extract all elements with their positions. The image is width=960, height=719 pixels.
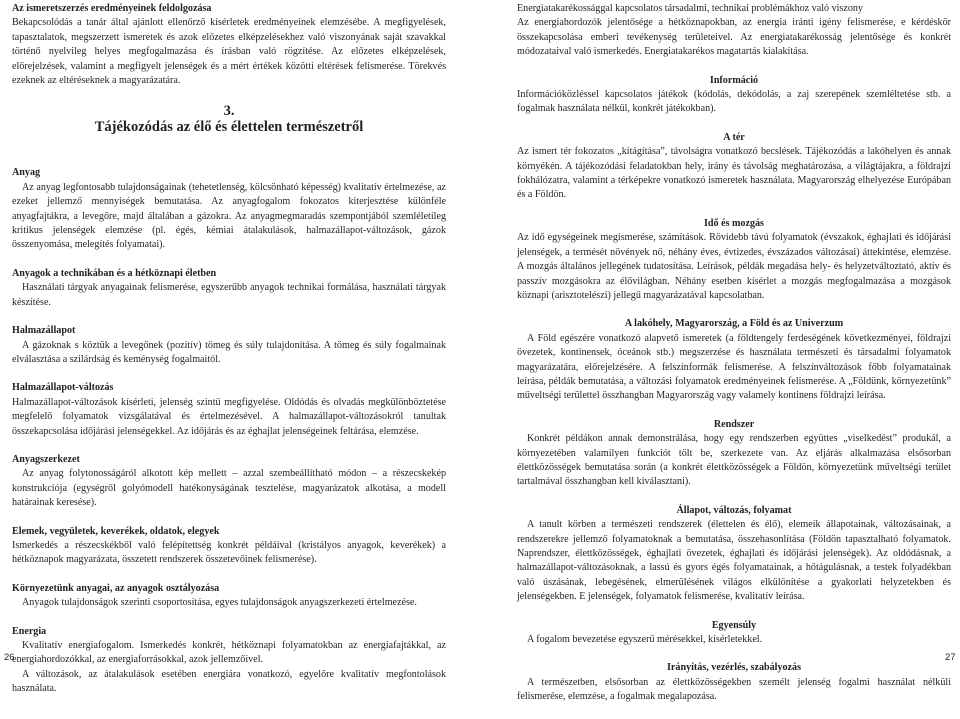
section-heading: Anyagszerkezet — [12, 453, 80, 465]
section-ido-mozgas — [517, 217, 951, 303]
section-heading: A tér — [723, 131, 745, 143]
section-heading: Irányítás, vezérlés, szabályozás — [667, 662, 801, 674]
section-heading: Idő és mozgás — [703, 217, 764, 229]
section-halmazallapot-valtozas — [12, 381, 446, 439]
section-text: Bekapcsolódás a tanár által ajánlott ellenőrző kísérletek eredményeinek elemzésébe. A megfigyelések, tapasztalatok, megszerzett ismeretek és azok előzetes elképzelésekhez való viszonyának saját szavakkal történő nyelvileg helyes megfogalmazása és írásban való rögzítése. Az előzetes elképzelések, előrejelzések, valamint a megfigyelt jelenségek és a mért értékek közötti eltérések felismerése. Törekvés ezeknek az eltéréseknek a magyarázatára. — [12, 17, 446, 87]
section-text: Anyagok tulajdonságok szerinti csoportosítása, egyes tulajdonságok anyagszerkezeti értelmezése. — [22, 597, 417, 609]
section-text: Az anyag legfontosabb tulajdonságainak (tehetetlenség, kölcsönható képesség) kvalitatív értelmezése, az ezeket jellemző mennyiségek bemutatása. Az anyagfogalom fokozatos kiterjesztése különféle anyagfajtákra, a levegőre, majd általában a gázokra. Az anyagmegmaradás szempontjából szemléletileg kritikus jelenségek elemzése (pl. égés, kémiai átalakulások, halmazállapot-változások, gázok összenyomása, melegítés folyamatai). — [12, 181, 446, 251]
section-ter — [517, 131, 951, 203]
page-number-left: 26 — [4, 652, 15, 663]
section-kornyezet-anyagai — [12, 582, 446, 611]
section-text: Ismerkedés a részecskékből való felépítettség konkrét példáival (kristályos anyagok, keverékek) a hétköznapok magyarázata, összetett rendszerek összetevőinek felismerése). — [12, 539, 446, 566]
section-heading: Anyagok a technikában és a hétköznapi életben — [12, 267, 217, 279]
section-text-2: A változások, az átalakulások esetében energiára vonatkozó, egyelőre kvalitatív megfontolások használata. — [12, 668, 446, 695]
section-rendszer — [517, 418, 951, 490]
section-text: Az ismert tér fokozatos „kitágítása”, távolságra vonatkozó becslések. Tájékozódás a lakóhelyen és annak környékén. A tájékozódási feladatokban hely, irány és távolság meghatározása, a világtájakra, a földrajzi fokhálózatra, valamint a térképekre vonatkozó ismeretek használata. Magyarország elhelyezése Európában és a Földön. — [517, 146, 951, 201]
section-text: Információközléssel kapcsolatos játékok (kódolás, dekódolás, a zaj szerepének szemléltetése stb. a fogalmak használata nélkül, konkrét játékokban). — [517, 89, 951, 115]
section-heading: Állapot, változás, folyamat — [676, 504, 792, 516]
section-lakohely — [517, 317, 951, 403]
right-page-column — [517, 2, 951, 719]
section-anyagok-technika — [12, 267, 446, 310]
chapter-title: Tájékozódás az élő és élettelen természetről — [94, 119, 364, 136]
section-egyensuly — [517, 619, 951, 648]
section-text: A Föld egészére vonatkozó alapvető ismeretek (a földtengely ferdeségének következményei, földrajzi övezetek, kontinensek, óceánok stb.) megszerzése és használata természeti és társadalmi folyamatok magyarázatára, előrejelzésére. A felszínformák felismerése. A felszínváltozások főbb folyamatainak leírása, példák bemutatása, a változási folyamatok eredményeinek felismerése. A „Földünk, környezetünk” műveltségi területtel összhangban Magyarország vagy valamely kontinens földrajzi leírása. — [517, 332, 951, 402]
section-heading: Az ismeretszerzés eredményeinek feldolgozása — [12, 3, 212, 14]
section-heading: Információ — [709, 74, 759, 86]
section-energia — [12, 625, 446, 697]
section-heading: A lakóhely, Magyarország, a Föld és az Univerzum — [624, 318, 844, 330]
section-anyagszerkezet — [12, 453, 446, 511]
section-text: Energiatakarékossággal kapcsolatos társadalmi, technikai problémákhoz való viszony Az energiahordozók jelentősége a hétköznapokban, az energia iránti igény felismerése, e kérdéskör összekapcsolása emberi tevékenység területeivel. Az energiatakarékosság jelentősége és konkrét módozataival való ismerkedés. Energiatakarékos magatartás kialakítása. — [517, 3, 951, 58]
section-text: Konkrét példákon annak demonstrálása, hogy egy rendszerben együttes „viselkedést” produkál, a környezetében valamilyen funkciót tölt be, szerkezete van. Az eljárás alkalmazása elsősorban élettközösségek bemutatása során (a konkrét élettközösségek a Földön, környezetünk műveltségi terület tartalmával összhangban kell kiválasztani). — [517, 433, 951, 488]
section-text: Az idő egységeinek megismerése, számítások. Rövidebb távú folyamatok (évszakok, éghajlati és időjárási jelenségek, a termését növények nő, néhány éves, évtizedes, évszázados változásai) áttekintése, elemzése. A mozgás általános jellegének tudatosítása. Leírások, példák megadása hely- és helyzetváltoztató, aktív és passzív mozgásokra az élővilágban. Néhány esetben kísérlet a mozgás megfogalmazása a mozgások köznapi (arisztotelészi) jellegű magyarázatával kapcsolatban. — [517, 232, 951, 301]
section-heading: Környezetünk anyagai, az anyagok osztályozása — [12, 582, 220, 594]
right-intro-block — [517, 2, 951, 60]
section-heading: Halmazállapot-változás — [12, 382, 114, 394]
section-text: Kvalitatív energiafogalom. Ismerkedés konkrét, hétköznapi folyamatokban az energiafajtákkal, az energiahordozókkal, az energiaforrásokkal, azok jellemzőivel. — [12, 640, 446, 666]
section-iranyitas — [517, 661, 951, 704]
section-heading: Anyag — [12, 167, 41, 179]
section-text: Halmazállapot-változások kísérleti, jelenség szintű megfigyelése. Oldódás és olvadás megkülönböztetése megfelelő folyamatok vizsgálatával és értelmezésével. A halmazállapot-változásokról tanultak összekapcsolása időjárási jelenségekkel. Az időjárás és az éghajlat jelenségeinek feltárása, elemzése. — [12, 396, 446, 437]
left-page-column — [12, 2, 446, 711]
section-heading: Egyensúly — [711, 619, 757, 631]
page-number-right: 27 — [945, 652, 956, 663]
section-heading: Energia — [12, 625, 47, 637]
section-heading: Elemek, vegyületek, keverékek, oldatok, elegyek — [12, 525, 220, 537]
section-text: A gázoknak s köztük a levegőnek (pozitív) tömeg és súly tulajdonítása. A tömeg és súly fogalmainak elválasztása a szilárdság és keménység fogalmaitól. — [12, 339, 446, 365]
left-intro-block — [12, 2, 446, 88]
section-text: Használati tárgyak anyagainak felismerése, egyszerűbb anyagok technikai formálása, használati tárgyak készítése. — [12, 282, 446, 308]
section-heading: Halmazállapot — [12, 325, 76, 337]
chapter-number: 3. — [223, 103, 235, 120]
section-anyag — [12, 166, 446, 252]
section-text: Az anyag folytonosságáról alkotott kép mellett – azzal szembeállítható módon – a részecskekép konstrukciója (egységről golyómodell hatékonyságának tesztelése, magyarázatok alkotása, a modell határainak keresése). — [12, 468, 446, 509]
section-heading: Rendszer — [713, 418, 755, 430]
section-text: A tanult körben a természeti rendszerek (élettelen és élő), elemeik állapotainak, változásainak, a rendszerekre jellemző folyamatoknak a bemutatása, összehasonlítása (Földön tapasztalható folyamatok. Naprendszer, élettközösségek, éghajlati övezetek, éghajlati és időjárási jelenségek). Az oldódásnak, a halmazállapot-változásoknak, a lassú és gyors égés folyamatainak, a hőtágulásnak, a testek folyadékban való úszásának, lebegésének, elmerülésének világos elkülönítése a gyakorlati helyzetekben és jelenségekben. E jelenségek, folyamatok felismerése, kvalitatív leírása. — [517, 519, 951, 603]
chapter-heading — [12, 104, 446, 136]
section-halmazallapot — [12, 324, 446, 367]
section-allapot — [517, 504, 951, 605]
section-text: A természetben, elsősorban az élettközösségekben személt jelenség fogalmi használat nélküli felismerése, elemzése, a fogalmak megalapozása. — [517, 676, 951, 703]
section-informacio — [517, 74, 951, 117]
section-elemek — [12, 525, 446, 568]
section-text: A fogalom bevezetése egyszerű mérésekkel, kísérletekkel. — [527, 634, 763, 646]
